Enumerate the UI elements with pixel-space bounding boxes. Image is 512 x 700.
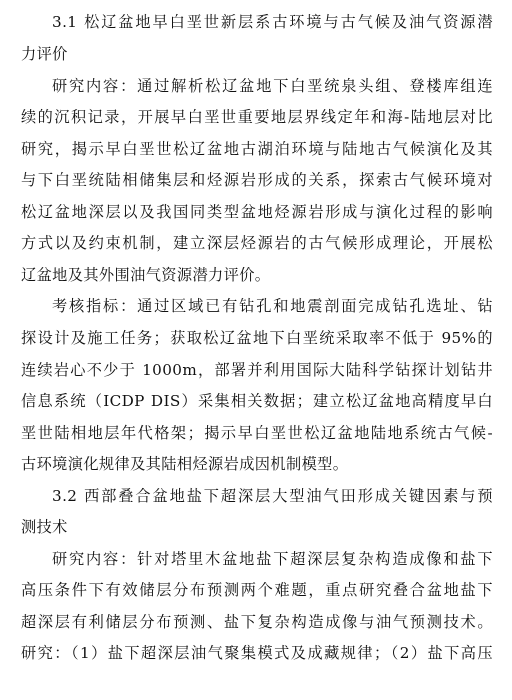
paragraph-line: 连续岩心不少于 1000m，部署并利用国际大陆科学钻探计划钻井 <box>21 361 493 379</box>
paragraph-line: 研究内容：通过解析松辽盆地下白垩统泉头组、登楼库组连 <box>52 77 493 95</box>
paragraph-line: 垩世陆相地层年代格架；揭示早白垩世松辽盆地陆地系统古气候- <box>21 424 493 442</box>
paragraph-line: 续的沉积记录，开展早白垩世重要地层界线定年和海-陆地层对比 <box>21 108 493 126</box>
paragraph-line: 高压条件下有效储层分布预测两个难题，重点研究叠合盆地盐下 <box>21 581 493 599</box>
paragraph-line: 辽盆地及其外围油气资源潜力评价。 <box>21 266 271 284</box>
paragraph-line: 古环境演化规律及其陆相烃源岩成因机制模型。 <box>21 455 349 473</box>
paragraph-line: 方式以及约束机制，建立深层烃源岩的古气候形成理论，开展松 <box>21 234 493 252</box>
heading-3-1-line-1: 3.1 松辽盆地早白垩世新层系古环境与古气候及油气资源潜 <box>52 13 493 31</box>
heading-3-2-line-2: 测技术 <box>21 518 68 536</box>
paragraph-line: 研究：（1）盐下超深层油气聚集模式及成藏规律；（2）盐下高压 <box>21 644 493 662</box>
heading-3-1-line-2: 力评价 <box>21 45 68 63</box>
heading-3-2-line-1: 3.2 西部叠合盆地盐下超深层大型油气田形成关键因素与预 <box>52 487 493 505</box>
paragraph-line: 研究内容：针对塔里木盆地盐下超深层复杂构造成像和盐下 <box>52 550 493 568</box>
paragraph-line: 探设计及施工任务；获取松辽盆地下白垩统采取率不低于 95%的 <box>21 329 493 347</box>
paragraph-line: 与下白垩统陆相储集层和烃源岩形成的关系，探索古气候环境对 <box>21 171 493 189</box>
paragraph-line: 考核指标：通过区域已有钻孔和地震剖面完成钻孔选址、钻 <box>52 297 493 315</box>
paragraph-line: 信息系统（ICDP DIS）采集相关数据；建立松辽盆地高精度早白 <box>21 392 493 410</box>
paragraph-line: 超深层有利储层分布预测、盐下复杂构造成像与油气预测技术。 <box>21 613 493 631</box>
paragraph-line: 研究，揭示早白垩世松辽盆地古湖泊环境与陆地古气候演化及其 <box>21 140 493 158</box>
paragraph-line: 松辽盆地深层以及我国同类型盆地烃源岩形成与演化过程的影响 <box>21 203 493 221</box>
